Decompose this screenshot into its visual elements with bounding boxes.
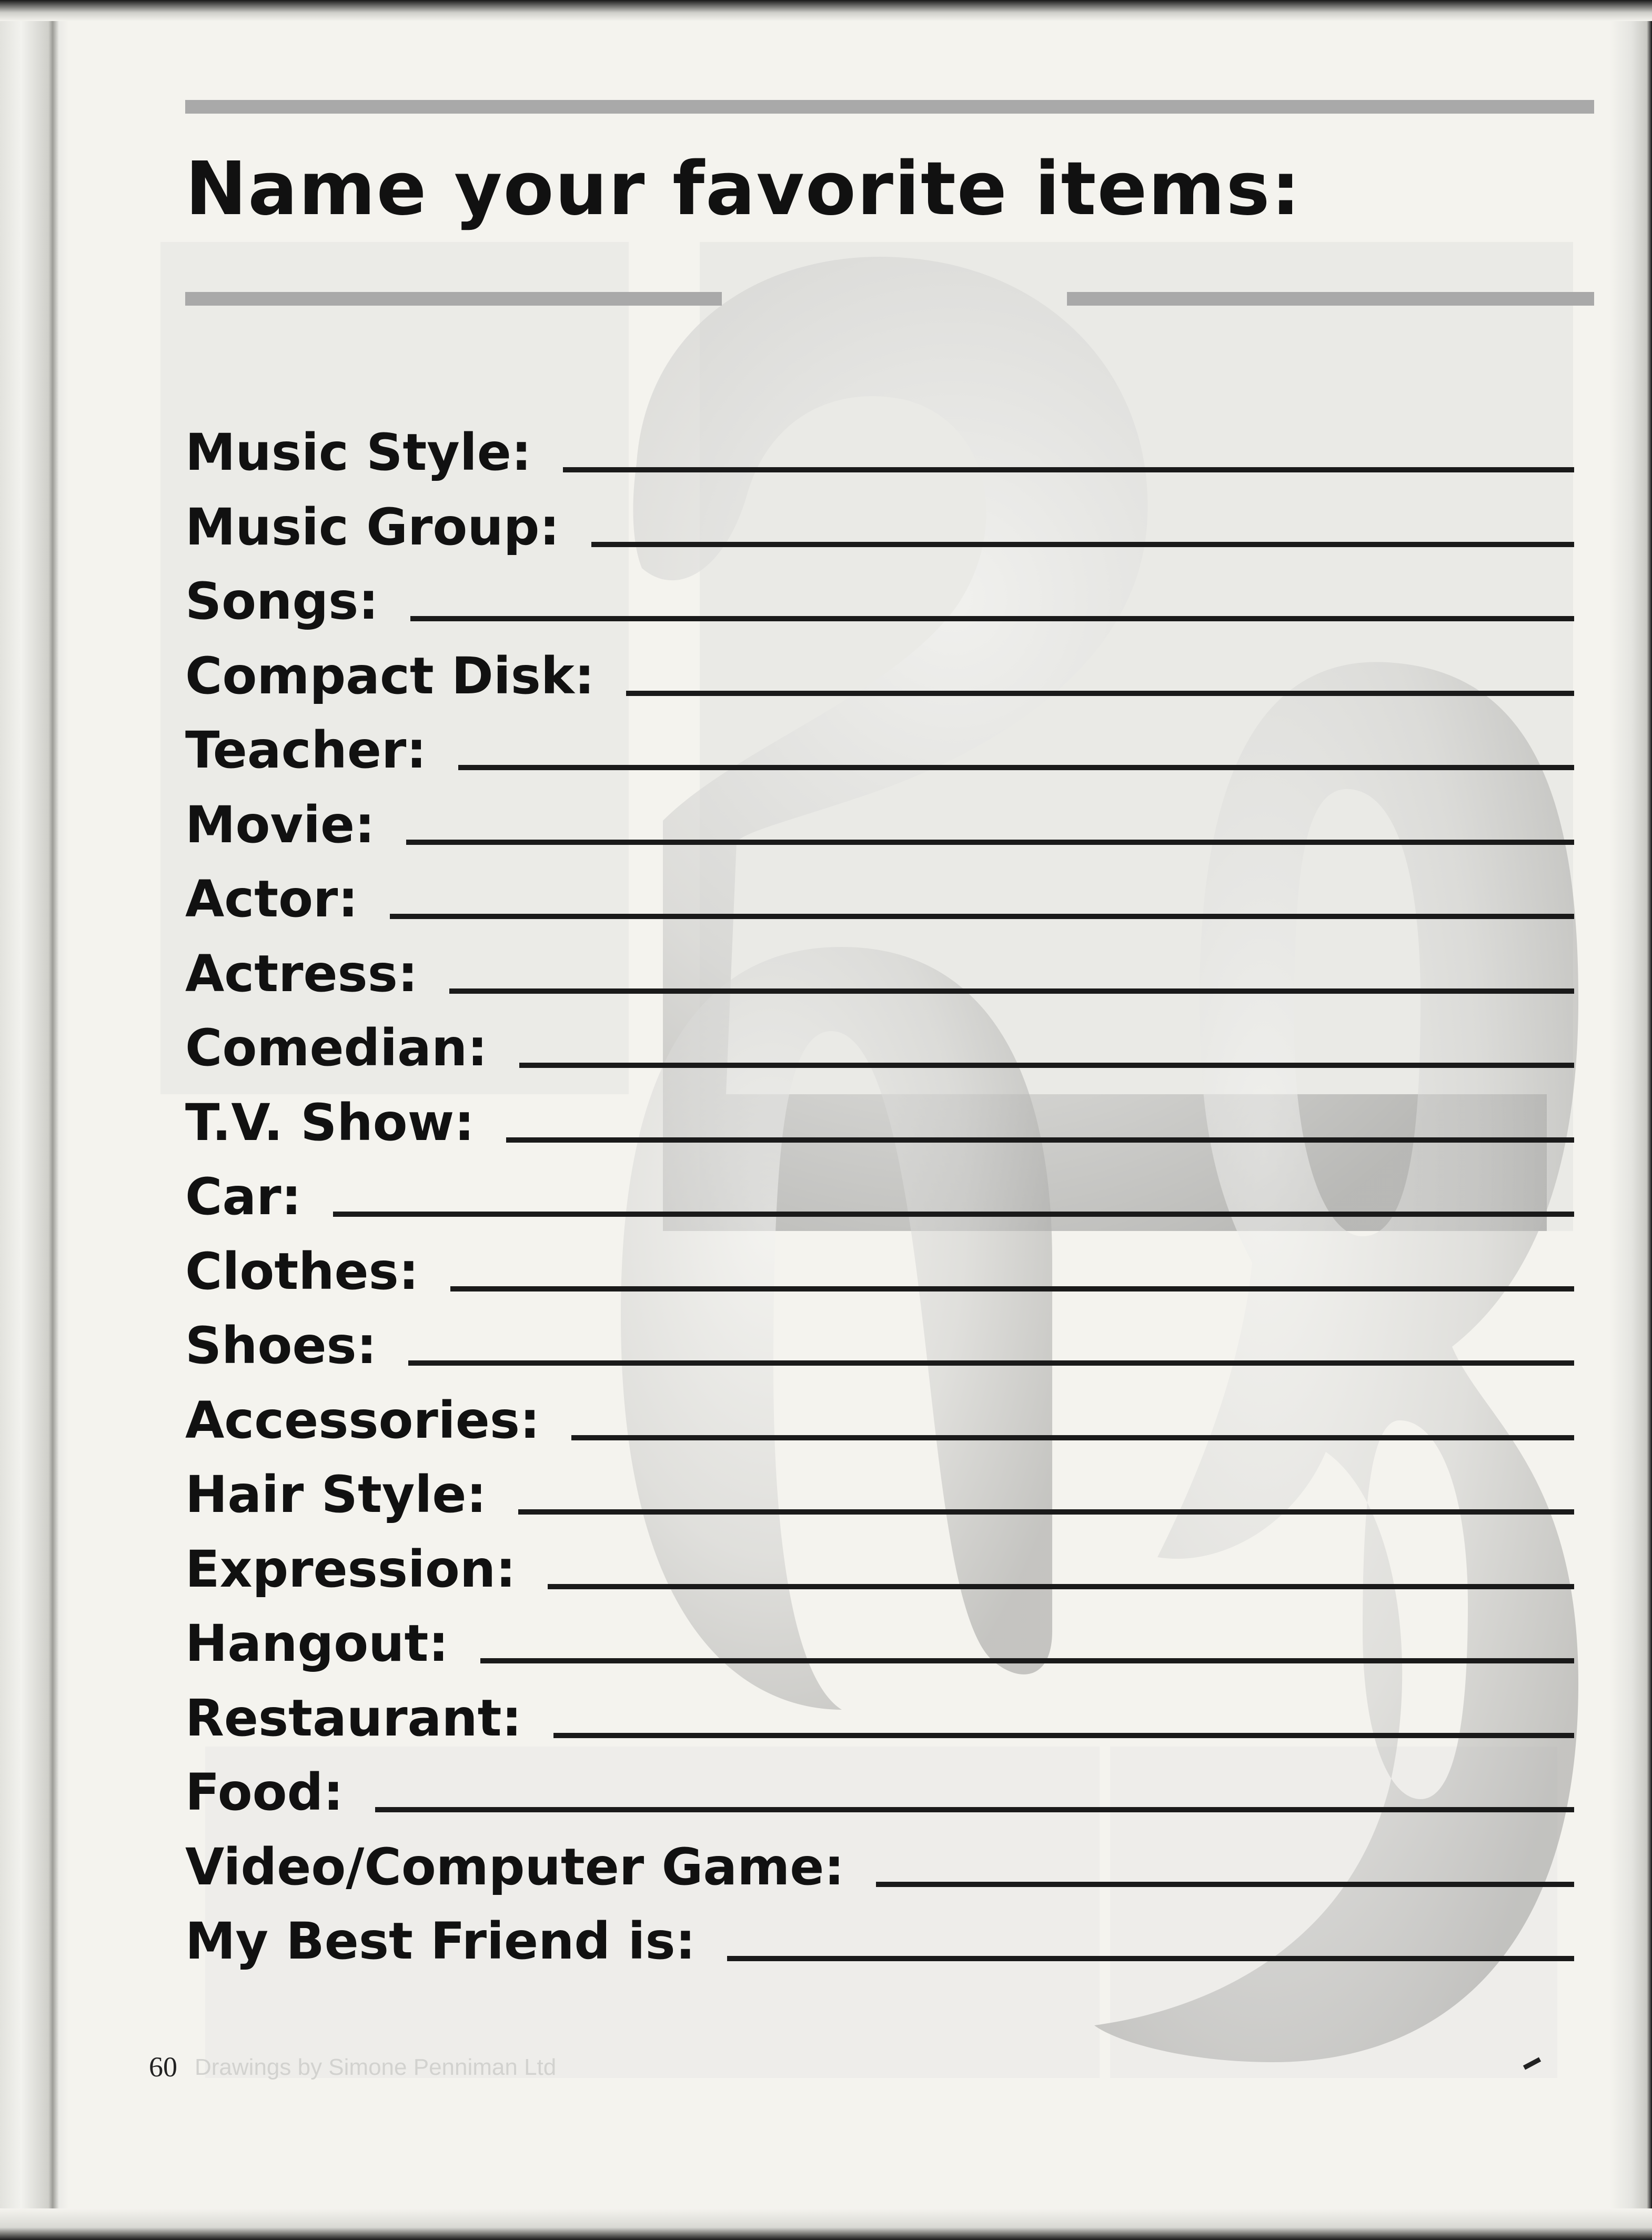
field-label: Video/Computer Game: [185, 1837, 844, 1896]
field-label: Music Style: [185, 423, 532, 482]
answer-line[interactable] [727, 1956, 1574, 1961]
form-row [185, 1910, 1574, 1971]
field-label: Comedian: [185, 1018, 488, 1077]
field-label: Car: [185, 1167, 301, 1226]
field-label: Movie: [185, 795, 375, 854]
answer-line[interactable] [563, 467, 1574, 472]
field-label: Shoes: [185, 1316, 377, 1375]
title-underline-left [185, 292, 722, 306]
form-row [185, 942, 1574, 1003]
form-row [185, 1240, 1574, 1301]
page-title: Name your favorite items: [185, 146, 1302, 232]
form-row [185, 1612, 1574, 1673]
form-row [185, 1314, 1574, 1375]
field-label: Hangout: [185, 1614, 449, 1673]
form-row [185, 793, 1574, 854]
field-label: Expression: [185, 1539, 516, 1599]
page-top-edge [0, 0, 1652, 21]
form-row [185, 719, 1574, 780]
form-row [185, 644, 1574, 705]
form-row [185, 496, 1574, 557]
field-label: Music Group: [185, 497, 560, 557]
answer-line[interactable] [519, 1063, 1574, 1068]
answer-line[interactable] [450, 1286, 1574, 1291]
photo-credit: Drawings by Simone Penniman Ltd [195, 2054, 557, 2080]
form-row [185, 570, 1574, 631]
field-label: Accessories: [185, 1390, 540, 1450]
field-label: Food: [185, 1763, 344, 1822]
answer-line[interactable] [571, 1435, 1574, 1440]
answer-line[interactable] [333, 1212, 1574, 1217]
field-label: Clothes: [185, 1242, 419, 1301]
form-row [185, 1835, 1574, 1896]
form-row [185, 1687, 1574, 1748]
answer-line[interactable] [548, 1584, 1574, 1589]
answer-line[interactable] [553, 1733, 1574, 1738]
answer-line[interactable] [408, 1360, 1574, 1366]
title-underline-right [1067, 292, 1594, 306]
field-label: Teacher: [185, 721, 427, 780]
page-number: 60 [149, 2051, 177, 2083]
top-rule-bar [185, 100, 1594, 114]
answer-line[interactable] [375, 1807, 1574, 1812]
form-row [185, 1538, 1574, 1599]
field-label: Actress: [185, 944, 418, 1003]
field-label: Restaurant: [185, 1688, 522, 1748]
form-row [185, 867, 1574, 929]
answer-line[interactable] [406, 840, 1574, 845]
page-binding [0, 0, 68, 2240]
page-bottom-edge [0, 2208, 1652, 2240]
form-row [185, 1389, 1574, 1450]
form-row [185, 1761, 1574, 1822]
answer-line[interactable] [480, 1658, 1574, 1663]
answer-line[interactable] [876, 1882, 1574, 1887]
form-row [185, 1463, 1574, 1524]
answer-line[interactable] [518, 1509, 1574, 1515]
answer-line[interactable] [449, 988, 1574, 994]
answer-line[interactable] [591, 542, 1574, 547]
field-label: My Best Friend is: [185, 1912, 696, 1971]
field-label: Songs: [185, 572, 379, 631]
answer-line[interactable] [390, 914, 1574, 919]
answer-line[interactable] [410, 616, 1574, 621]
answer-line[interactable] [458, 765, 1574, 770]
form-row [185, 1165, 1574, 1226]
answer-line[interactable] [506, 1137, 1574, 1143]
field-label: T.V. Show: [185, 1093, 475, 1152]
form-row [185, 1016, 1574, 1077]
form-row [185, 421, 1574, 482]
form-row [185, 1091, 1574, 1152]
field-label: Hair Style: [185, 1465, 487, 1524]
answer-line[interactable] [626, 691, 1574, 696]
field-label: Compact Disk: [185, 646, 595, 705]
page-right-edge [1610, 0, 1652, 2240]
field-label: Actor: [185, 870, 358, 929]
